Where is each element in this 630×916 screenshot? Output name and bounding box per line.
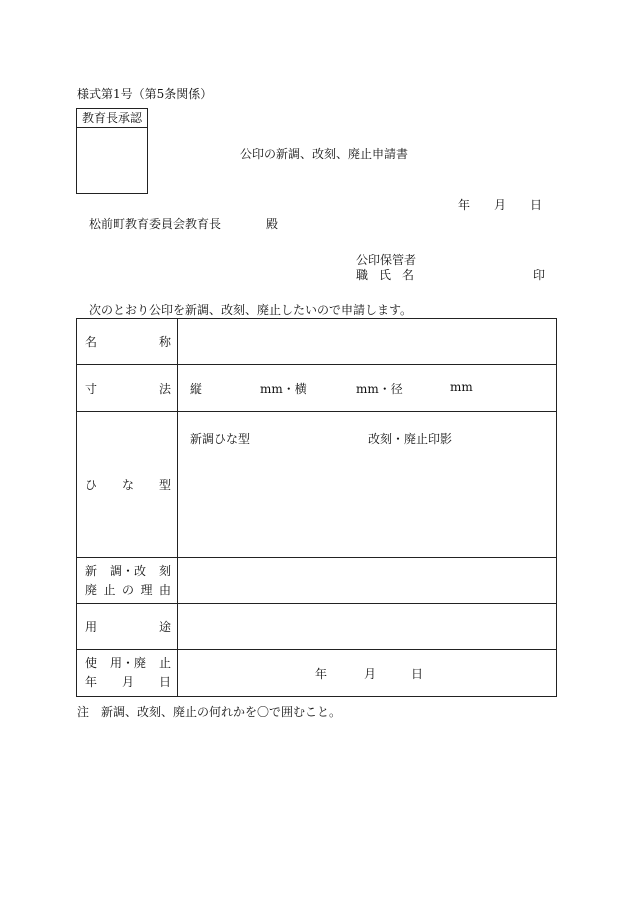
field-pattern[interactable] (178, 412, 557, 558)
usedate-month-unit: 月 (364, 667, 377, 681)
form-number: 様式第1号（第5条関係） (77, 87, 213, 101)
footnote: 注 新調、改刻、廃止の何れかを〇で囲むこと。 (77, 705, 342, 719)
intro-text: 次のとおり公印を新調、改刻、廃止したいので申請します。 (89, 303, 413, 317)
position-name-label: 職 氏 名 (356, 268, 415, 282)
date-month-unit: 月 (494, 198, 507, 212)
usedate-year-unit: 年 (315, 667, 328, 681)
custodian-label: 公印保管者 (356, 253, 417, 267)
seal-mark: 印 (533, 268, 546, 282)
table-row-size (77, 365, 557, 412)
pattern-recut-label: 改刻・廃止印影 (368, 432, 453, 446)
approval-stamp-box (76, 108, 148, 194)
table-row-pattern (77, 412, 557, 558)
honorific: 殿 (266, 217, 279, 231)
application-table (76, 318, 557, 697)
label-usedate: 使 用・廃 止 年 月 日 (77, 650, 178, 697)
size-mm-unit: mm (450, 380, 473, 394)
field-purpose[interactable] (178, 604, 557, 650)
date-day-unit: 日 (530, 198, 543, 212)
date-year-unit: 年 (458, 198, 471, 212)
field-usedate[interactable] (178, 650, 557, 697)
size-vertical-label: 縦 (190, 382, 203, 396)
document-title: 公印の新調、改刻、廃止申請書 (240, 147, 409, 161)
table-row-reason (77, 558, 557, 604)
table-row-usedate (77, 650, 557, 697)
label-purpose: 用 途 (77, 604, 178, 650)
approval-label: 教育長承認 (77, 109, 147, 128)
table-row-purpose (77, 604, 557, 650)
size-horizontal-label: mm・横 (260, 382, 307, 396)
label-reason: 新 調・改 刻 廃 止 の 理 由 (77, 558, 178, 604)
size-diameter-label: mm・径 (356, 382, 403, 396)
table-row-name (77, 319, 557, 365)
label-pattern: ひ な 型 (77, 412, 178, 558)
field-reason[interactable] (178, 558, 557, 604)
label-name: 名 称 (77, 319, 178, 365)
field-size[interactable] (178, 365, 557, 412)
field-name[interactable] (178, 319, 557, 365)
usedate-day-unit: 日 (411, 667, 424, 681)
addressee: 松前町教育委員会教育長 (89, 217, 222, 231)
label-size: 寸 法 (77, 365, 178, 412)
pattern-new-label: 新調ひな型 (190, 432, 251, 446)
